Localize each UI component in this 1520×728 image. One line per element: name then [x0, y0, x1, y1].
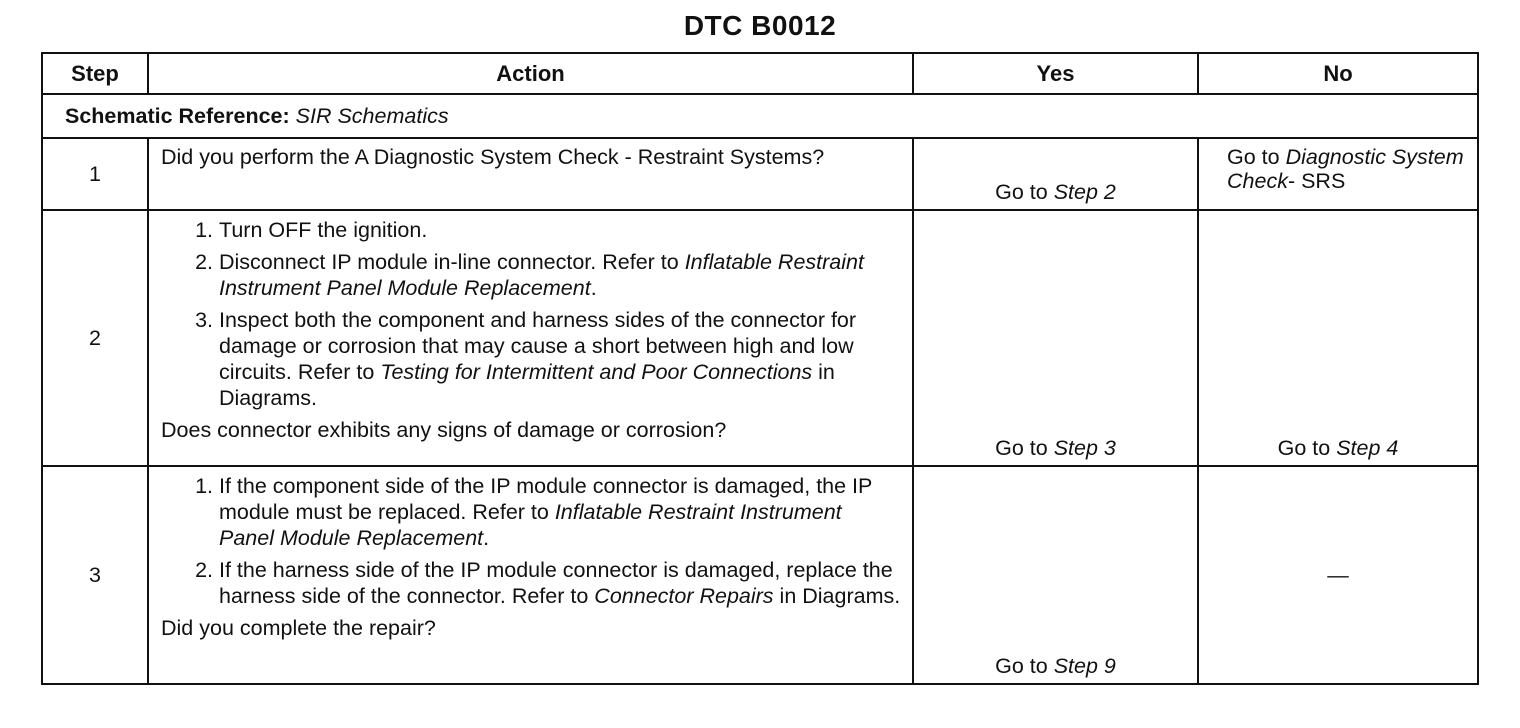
action-text: Did you perform the A Diagnostic System Check - Restraint Systems? — [148, 138, 913, 210]
no-suffix: - SRS — [1287, 169, 1346, 193]
yes-cell — [913, 466, 1198, 684]
step-number: 3 — [42, 466, 148, 684]
list-item — [219, 249, 902, 301]
action-cell — [148, 210, 913, 466]
list-item-after: in Diagrams. — [779, 584, 901, 608]
list-item-after: . — [590, 276, 597, 300]
list-item — [219, 473, 902, 551]
list-item-link[interactable]: Inflatable Restraint Instrument Panel Module Replacement — [219, 250, 864, 300]
yes-link[interactable]: Step 3 — [1053, 436, 1116, 460]
no-prefix: Go to — [1227, 145, 1280, 169]
step-row-2 — [42, 210, 1478, 466]
header-yes: Yes — [913, 53, 1198, 94]
step-row-1 — [42, 138, 1478, 210]
no-value: — — [1327, 562, 1349, 587]
yes-cell — [913, 138, 1198, 210]
list-item-after: in Diagrams. — [219, 360, 835, 410]
yes-prefix: Go to — [995, 436, 1048, 460]
no-cell — [1198, 210, 1478, 466]
header-row — [42, 53, 1478, 94]
question-text: Did you complete the repair? — [161, 616, 436, 640]
action-cell — [148, 466, 913, 684]
schematic-reference-row — [42, 94, 1478, 138]
list-item-text: Disconnect IP module in-line connector. Refer to — [219, 250, 679, 274]
schematic-reference-label: Schematic Reference: — [65, 103, 290, 128]
list-item-link[interactable]: Inflatable Restraint Instrument Panel Module Replacement — [219, 500, 842, 550]
header-step: Step — [42, 53, 148, 94]
no-cell — [1198, 138, 1478, 210]
schematic-reference — [42, 94, 1478, 138]
no-link[interactable]: Step 4 — [1336, 436, 1399, 460]
question-text: Does connector exhibits any signs of damage or corrosion? — [161, 418, 727, 442]
header-no: No — [1198, 53, 1478, 94]
no-cell — [1198, 466, 1478, 684]
yes-prefix: Go to — [995, 654, 1048, 678]
list-item-text: If the harness side of the IP module connector is damaged, replace the harness side of the connector. Refer to — [219, 558, 893, 608]
list-item-text: Inspect both the component and harness sides of the connector for damage or corrosion that may cause a short between high and low circuits. Refer to — [219, 308, 857, 384]
yes-link[interactable]: Step 2 — [1053, 180, 1116, 204]
yes-cell — [913, 210, 1198, 466]
list-item-link[interactable]: Testing for Intermittent and Poor Connections — [380, 360, 813, 384]
no-prefix: Go to — [1277, 436, 1331, 460]
list-item-text: If the component side of the IP module connector is damaged, the IP module must be replaced. Refer to — [219, 474, 872, 524]
action-list — [161, 473, 902, 609]
list-item — [219, 307, 902, 411]
yes-link[interactable]: Step 9 — [1053, 654, 1116, 678]
page-title: DTC B0012 — [683, 10, 837, 41]
list-item-text: Turn OFF the ignition. — [219, 218, 428, 242]
header-action: Action — [148, 53, 913, 94]
step-row-3 — [42, 466, 1478, 684]
diagnostic-table — [41, 52, 1479, 685]
step-number: 1 — [42, 138, 148, 210]
yes-prefix: Go to — [995, 180, 1048, 204]
step-number: 2 — [42, 210, 148, 466]
list-item — [219, 217, 902, 243]
action-list — [161, 217, 902, 411]
schematic-reference-link[interactable]: SIR Schematics — [295, 103, 449, 128]
list-item — [219, 557, 902, 609]
no-link[interactable]: Diagnostic System Check — [1227, 145, 1464, 193]
list-item-after: . — [483, 526, 490, 550]
list-item-link[interactable]: Connector Repairs — [594, 584, 774, 608]
